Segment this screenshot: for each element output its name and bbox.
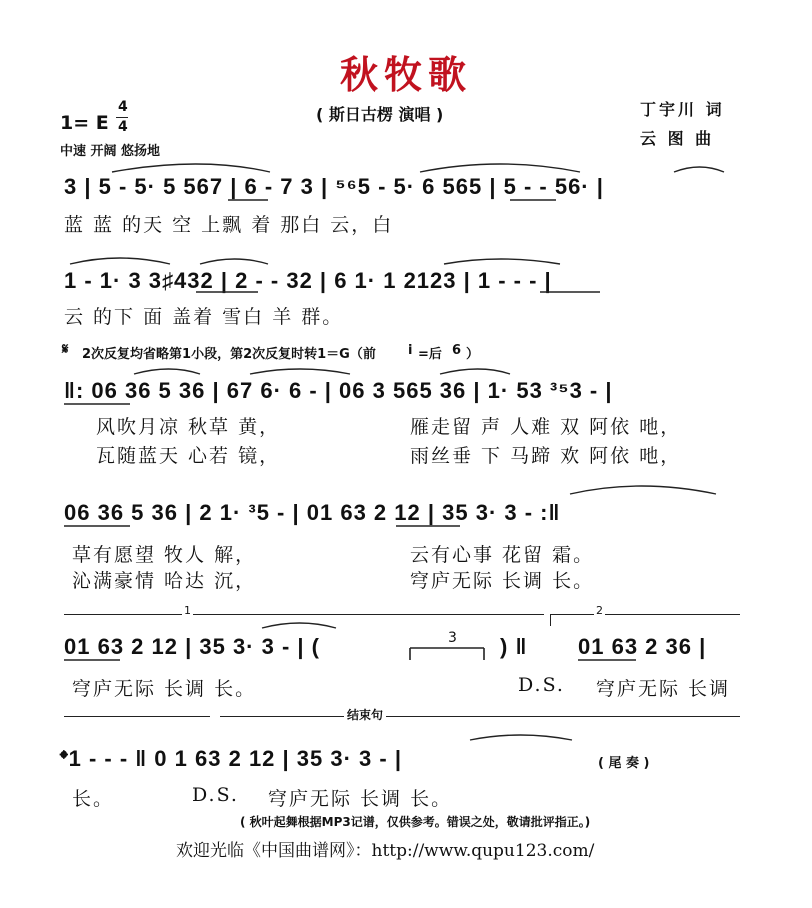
slur: [440, 369, 510, 374]
repeat-note-close: ）: [466, 347, 480, 362]
time-signature-top: 4: [118, 99, 128, 115]
slur: [70, 258, 170, 264]
performer: ( 斯日古楞 演唱 ): [316, 105, 444, 124]
key-signature: 1= E: [60, 112, 109, 134]
slur: [470, 735, 572, 740]
coda-label: 结束句: [344, 706, 386, 723]
lyrics-line-4-verse-1b: 云有心事 花留 霜。: [410, 544, 595, 566]
lyrics-line-6b: 穹庐无际 长调 长。: [268, 788, 453, 810]
slur: [200, 259, 268, 264]
repeat-note-num-b: 6: [452, 343, 462, 358]
slur: [262, 623, 336, 628]
lyricist: 丁宇川 词: [640, 100, 725, 119]
slur: [420, 164, 580, 172]
transcription-note: ( 秋叶起舞根据MP3记谱，仅供参考。错误之处，敬请批评指正。): [240, 815, 591, 829]
slur: [112, 164, 270, 172]
lyrics-line-6a: 长。: [72, 788, 115, 810]
lyrics-line-1: 蓝 蓝 的天 空 上飘 着 那白 云，白: [64, 214, 394, 236]
slur: [250, 369, 350, 374]
lyrics-line-5c: 穹庐无际 长调: [596, 678, 731, 700]
slur: [570, 486, 716, 494]
lyrics-line-5a: 穹庐无际 长调 长。: [72, 678, 257, 700]
notation-line-5a: 01 63 2 12 | 35 3· 3 - | (: [64, 634, 321, 659]
segno-icon: 𝄋: [62, 340, 69, 358]
tempo-marking: 中速 开阔 悠扬地: [60, 144, 161, 159]
notation-line-3: ‖: 06 36 5 36 | 67 6· 6 - | 06 3 565 36 | 1· 53 ³⁵3 - |: [64, 378, 613, 403]
notation-line-5c: 01 63 2 36 |: [578, 634, 707, 659]
slur: [444, 259, 560, 264]
repeat-note-num-top: i: [408, 343, 413, 358]
ds-marking-1: D.S.: [518, 674, 565, 696]
time-signature-bottom: 4: [118, 119, 128, 135]
triplet-label: 3: [448, 630, 457, 646]
lyrics-line-3-verse-1b: 雁走留 声 人难 双 阿依 吔，: [410, 416, 682, 438]
lyrics-line-3-verse-2b: 雨丝垂 下 马蹄 欢 阿依 吔，: [410, 445, 682, 467]
notation-line-2: 1 - 1· 3 3♯432 | 2 - - 32 | 6 1· 1 2123 | 1 - - - |: [64, 268, 552, 293]
composer: 云 图 曲: [640, 129, 715, 148]
lyrics-line-2: 云 的下 面 盖着 雪白 羊 群。: [64, 306, 344, 328]
notation-line-6: 𝄌1 - - - ‖ 0 1 63 2 12 | 35 3· 3 - |: [60, 746, 402, 771]
lyrics-line-4-verse-2a: 沁满豪情 哈达 沉，: [72, 570, 257, 592]
slur: [674, 167, 724, 172]
ds-marking-2: D.S.: [192, 784, 239, 806]
lyrics-line-4-verse-2b: 穹庐无际 长调 长。: [410, 570, 595, 592]
notation-line-5b: ) ‖: [500, 634, 528, 659]
lyrics-line-3-verse-1a: 风吹月凉 秋草 黄，: [96, 416, 281, 438]
notation-line-1: 3 | 5 - 5· 5 567 | 6 - 7 3 | ⁵⁶5 - 5· 6 565 | 5 - - 56· |: [64, 174, 604, 199]
site-footer: 欢迎光临《中国曲谱网》：http://www.qupu123.com/: [176, 841, 595, 861]
volta-2-label: 2: [596, 604, 603, 617]
song-title: 秋牧歌: [339, 53, 472, 97]
repeat-note-text: 2次反复均省略第1小段，第2次反复时转1＝G（前: [82, 347, 376, 362]
notation-line-4: 06 36 5 36 | 2 1· ³5 - | 01 63 2 12 | 35 3· 3 - :‖: [64, 500, 561, 525]
repeat-note-text-b: =后: [418, 347, 442, 362]
slur: [134, 369, 200, 374]
outro-label: ( 尾 奏 ): [598, 756, 650, 771]
lyrics-line-3-verse-2a: 瓦随蓝天 心若 镜，: [96, 445, 281, 467]
volta-1-label: 1: [184, 604, 191, 617]
lyrics-line-4-verse-1a: 草有愿望 牧人 解，: [72, 544, 257, 566]
